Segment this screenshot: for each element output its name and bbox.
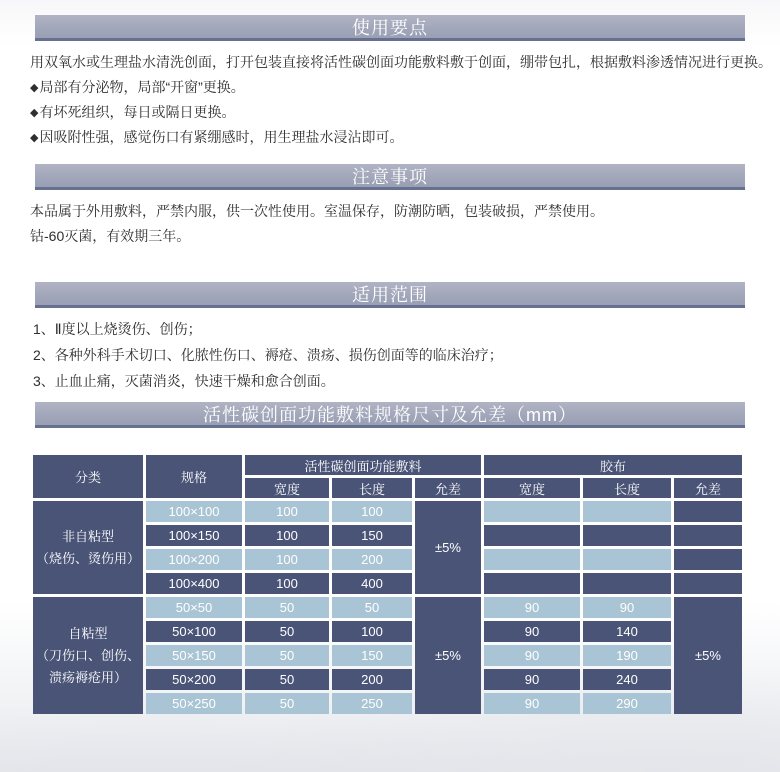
table-header-row xyxy=(33,455,742,475)
width-cell: 100 xyxy=(245,573,329,594)
tape-width-cell xyxy=(484,501,580,522)
spec-cell: 50×250 xyxy=(146,693,242,714)
width-cell: 50 xyxy=(245,621,329,642)
table-row xyxy=(33,501,742,522)
tape-tolerance-cell xyxy=(674,501,742,522)
tape-width-cell xyxy=(484,573,580,594)
tape-length-cell: 140 xyxy=(583,621,671,642)
tape-width-cell: 90 xyxy=(484,645,580,666)
tape-tolerance-cell xyxy=(674,549,742,570)
notice-line: 本品属于外用敷料，严禁内服，供一次性使用。室温保存，防潮防晒，包装破损，严禁使用。 xyxy=(30,203,604,219)
section-banner-notice: 注意事项 xyxy=(35,164,745,190)
tape-width-cell: 90 xyxy=(484,669,580,690)
length-cell: 200 xyxy=(332,669,412,690)
width-cell: 50 xyxy=(245,645,329,666)
tape-width-cell: 90 xyxy=(484,693,580,714)
length-cell: 200 xyxy=(332,549,412,570)
length-cell: 250 xyxy=(332,693,412,714)
length-cell: 400 xyxy=(332,573,412,594)
spec-cell: 100×400 xyxy=(146,573,242,594)
tape-width-cell: 90 xyxy=(484,621,580,642)
width-cell: 100 xyxy=(245,549,329,570)
tape-width-cell: 90 xyxy=(484,597,580,618)
tape-length-cell xyxy=(583,573,671,594)
tape-length-cell: 290 xyxy=(583,693,671,714)
usage-item-text: 因吸附性强，感觉伤口有紧绷感时，用生理盐水浸沾即可。 xyxy=(39,129,404,145)
width-cell: 50 xyxy=(245,693,329,714)
scope-item: 2、各种外科手术切口、化脓性伤口、褥疮、溃疡、损伤创面等的临床治疗； xyxy=(33,347,503,363)
notice-line: 钴-60灭菌，有效期三年。 xyxy=(30,228,191,244)
usage-item-text: 有坏死组织，每日或隔日更换。 xyxy=(39,104,236,120)
tape-length-cell: 240 xyxy=(583,669,671,690)
width-cell: 100 xyxy=(245,501,329,522)
header-category: 分类 xyxy=(33,455,143,498)
tape-tolerance-cell xyxy=(674,573,742,594)
usage-item xyxy=(30,100,768,125)
tolerance-cell: ±5% xyxy=(415,501,481,594)
usage-item-text: 局部有分泌物，局部“开窗”更换。 xyxy=(39,79,245,95)
table-row xyxy=(33,597,742,618)
category-cell xyxy=(33,501,143,594)
length-cell: 150 xyxy=(332,645,412,666)
tape-tolerance-cell: ±5% xyxy=(674,597,742,714)
tape-length-cell xyxy=(583,501,671,522)
header-length: 长度 xyxy=(332,478,412,498)
spec-cell: 50×200 xyxy=(146,669,242,690)
spec-cell: 100×100 xyxy=(146,501,242,522)
header-tolerance: 允差 xyxy=(674,478,742,498)
header-spec: 规格 xyxy=(146,455,242,498)
header-tolerance: 允差 xyxy=(415,478,481,498)
length-cell: 50 xyxy=(332,597,412,618)
usage-intro: 用双氧水或生理盐水清洗创面，打开包装直接将活性碳创面功能敷料敷于创面，绷带包扎，根据敷料渗透情况进行更换。 xyxy=(30,54,772,70)
diamond-bullet-icon: ◆ xyxy=(30,82,39,94)
spec-cell: 50×50 xyxy=(146,597,242,618)
header-length: 长度 xyxy=(583,478,671,498)
spec-table xyxy=(30,452,745,717)
header-group-dressing: 活性碳创面功能敷料 xyxy=(245,455,481,475)
spec-cell: 50×100 xyxy=(146,621,242,642)
spec-table-title-banner: 活性碳创面功能敷料规格尺寸及允差（mm） xyxy=(35,402,745,428)
category-label-line: （烧伤、烫伤用） xyxy=(35,550,140,566)
category-label-line: 溃疡褥疮用） xyxy=(48,669,127,685)
header-width: 宽度 xyxy=(245,478,329,498)
diamond-bullet-icon: ◆ xyxy=(30,132,39,144)
tape-length-cell xyxy=(583,525,671,546)
section-banner-usage: 使用要点 xyxy=(35,15,745,41)
length-cell: 100 xyxy=(332,501,412,522)
width-cell: 100 xyxy=(245,525,329,546)
usage-text xyxy=(30,41,772,150)
tape-tolerance-cell xyxy=(674,525,742,546)
width-cell: 50 xyxy=(245,669,329,690)
tape-width-cell xyxy=(484,525,580,546)
category-label-line: （刀伤口、创伤、 xyxy=(35,647,140,663)
spec-cell: 100×150 xyxy=(146,525,242,546)
spec-cell: 50×150 xyxy=(146,645,242,666)
spec-cell: 100×200 xyxy=(146,549,242,570)
tolerance-cell: ±5% xyxy=(415,597,481,714)
category-cell xyxy=(33,597,143,714)
tape-length-cell: 90 xyxy=(583,597,671,618)
usage-item xyxy=(30,75,768,100)
section-banner-scope: 适用范围 xyxy=(35,282,745,308)
notice-text xyxy=(30,190,768,249)
length-cell: 100 xyxy=(332,621,412,642)
tape-width-cell xyxy=(484,549,580,570)
length-cell: 150 xyxy=(332,525,412,546)
scope-item: 1、Ⅱ度以上烧烫伤、创伤； xyxy=(33,321,202,337)
scope-list xyxy=(33,308,768,394)
tape-length-cell xyxy=(583,549,671,570)
header-width: 宽度 xyxy=(484,478,580,498)
scope-item: 3、止血止痛，灭菌消炎，快速干燥和愈合创面。 xyxy=(33,373,335,389)
diamond-bullet-icon: ◆ xyxy=(30,107,39,119)
category-label-line: 非自粘型 xyxy=(61,528,114,544)
header-group-tape: 胶布 xyxy=(484,455,742,475)
category-label-line: 自粘型 xyxy=(68,625,108,641)
width-cell: 50 xyxy=(245,597,329,618)
usage-item xyxy=(30,125,768,150)
tape-length-cell: 190 xyxy=(583,645,671,666)
